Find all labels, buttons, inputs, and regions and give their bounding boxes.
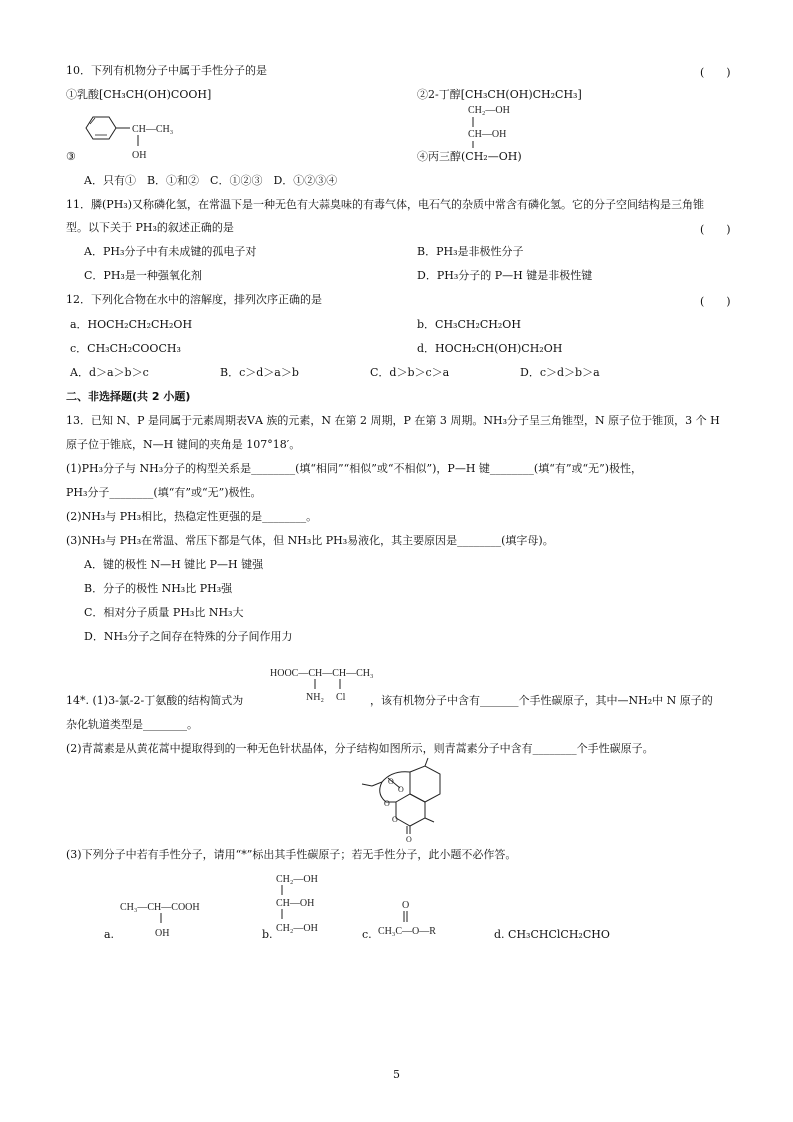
q14-molecule-c <box>378 898 468 945</box>
q10-o3-ch: CH—CH₃ <box>132 124 174 135</box>
q14-p1-cl: Cl <box>336 692 346 703</box>
q13-option-b: B．分子的极性 NH₃比 PH₃强 <box>84 582 233 595</box>
q14-label-b: b. <box>262 928 273 941</box>
q11-stem-line1: 11．膦(PH₃)又称磷化氢，在常温下是一种无色有大蒜臭味的有毒气体，电石气的杂质中常含有磷化氢。它的分子空间结构是三角锥 <box>66 198 704 211</box>
q14-p1-nh2: NH₂ <box>306 692 324 703</box>
page-number: 5 <box>393 1068 400 1081</box>
q11-option-a: A．PH₃分子中有未成键的孤电子对 <box>84 245 257 258</box>
q14-a-oh: OH <box>155 928 170 939</box>
q12-option-a: A．d＞a＞b＞c <box>70 366 149 379</box>
q10-choices: A．只有① B．①和② C．①②③ D．①②③④ <box>84 174 338 187</box>
q11-answer-paren: ( ) <box>700 223 731 236</box>
q14-part2: (2)青蒿素是从黄花蒿中提取得到的一种无色针状晶体，分子结构如图所示，则青蒿素分子中含有________个手性碳原子。 <box>66 742 654 755</box>
svg-text:O: O <box>406 835 412 844</box>
q13-stem-line2: 原子位于锥底，N—H 键间的夹角是 107°18′。 <box>66 438 301 451</box>
q12-stem: 12．下列化合物在水中的溶解度，排列次序正确的是 <box>66 293 322 306</box>
q11-option-c: C．PH₃是一种强氧化剂 <box>84 269 202 282</box>
q10-option-1: ①乳酸[CH₃CH(OH)COOH] <box>66 88 212 101</box>
q14-b-r2: CH—OH <box>276 898 315 909</box>
q14-part3: (3)下列分子中若有手性分子，请用“*”标出其手性碳原子；若无手性分子，此小题不必作答。 <box>66 848 517 861</box>
q12-compound-a: a．HOCH₂CH₂CH₂OH <box>70 318 193 331</box>
q13-part2: (2)NH₃与 PH₃相比，热稳定性更强的是________。 <box>66 510 318 523</box>
q14-part1-structure <box>270 664 380 709</box>
svg-text:O: O <box>392 815 398 824</box>
q12-compound-b: b．CH₃CH₂CH₂OH <box>417 318 521 331</box>
q11-option-d: D．PH₃分子的 P—H 键是非极性键 <box>417 269 593 282</box>
q14-part1-cont: 杂化轨道类型是________。 <box>66 718 198 731</box>
q14-c-main: CH₃C—O—R <box>378 926 436 937</box>
q10-o3-oh: OH <box>132 150 147 161</box>
q13-option-a: A．键的极性 N—H 键比 P—H 键强 <box>84 558 264 571</box>
q14-b-r1: CH₂—OH <box>276 874 318 885</box>
q13-stem-line1: 13．已知 N、P 是同属于元素周期表ⅤA 族的元素，N 在第 2 周期，P 在第 3 周期。NH₃分子呈三角锥型，N 原子位于锥顶，3 个 H <box>66 414 720 427</box>
q14-label-c: c. <box>362 928 372 941</box>
q10-option-4: ④丙三醇(CH₂—OH) <box>417 150 522 163</box>
q13-option-c: C．相对分子质量 PH₃比 NH₃大 <box>84 606 244 619</box>
q14-molecule-a <box>120 898 240 945</box>
q14-b-r3: CH₂—OH <box>276 923 318 934</box>
q14-c-o: O <box>402 900 410 911</box>
q10-o4-r2: CH—OH <box>468 129 507 140</box>
q14-p1-main: HOOC—CH—CH—CH₃ <box>270 668 374 679</box>
q10-option-2: ②2-丁醇[CH₃CH(OH)CH₂CH₃] <box>417 88 582 101</box>
q10-option-4-structure <box>462 102 542 149</box>
q12-answer-paren: ( ) <box>700 295 731 308</box>
q10-stem: 10．下列有机物分子中属于手性分子的是 <box>66 64 267 77</box>
q14-molecule-b <box>276 870 346 943</box>
svg-text:O: O <box>388 777 394 786</box>
q12-compound-c: c．CH₃CH₂COOCH₃ <box>70 342 181 355</box>
q10-answer-paren: ( ) <box>700 66 731 79</box>
q12-compound-d: d．HOCH₂CH(OH)CH₂OH <box>417 342 563 355</box>
q13-part3: (3)NH₃与 PH₃在常温、常压下都是气体，但 NH₃比 PH₃易液化，其主要原因是________(填字母)。 <box>66 534 554 547</box>
q14-a-main: CH₃—CH—COOH <box>120 902 200 913</box>
q13-part1-line2: PH₃分子________(填“有”或“无”)极性。 <box>66 486 262 499</box>
q12-option-c: C．d＞b＞c＞a <box>370 366 450 379</box>
q13-option-d: D．NH₃分子之间存在特殊的分子间作用力 <box>84 630 293 643</box>
q14-label-a: a. <box>104 928 115 941</box>
q13-part1-line1: (1)PH₃分子与 NH₃分子的构型关系是________(填“相同”“相似”或“不相似”)，P—H 键________(填“有”或“无”)极性， <box>66 462 642 475</box>
svg-text:O: O <box>384 799 390 808</box>
benzene-ring-icon <box>86 117 116 139</box>
q12-option-b: B．c＞d＞a＞b <box>220 366 299 379</box>
q14-part1-post: ，该有机物分子中含有_______个手性碳原子，其中—NH₂中 N 原子的 <box>370 694 713 707</box>
q14-molecule-d: d. CH₃CHClCH₂CHO <box>494 928 610 941</box>
q11-option-b: B．PH₃是非极性分子 <box>417 245 524 258</box>
q12-option-d: D．c＞d＞b＞a <box>520 366 600 379</box>
q11-stem-line2: 型。以下关于 PH₃的叙述正确的是 <box>66 221 234 234</box>
artemisinin-structure-icon <box>358 762 458 844</box>
svg-text:O: O <box>398 785 404 794</box>
q14-part1-pre: 14*. (1)3-氯-2-丁氨酸的结构简式为 <box>66 694 244 707</box>
q10-option-3-structure <box>78 108 208 167</box>
q10-option-3-number: ③ <box>66 150 76 163</box>
section-heading: 二、非选择题(共 2 小题) <box>66 390 191 403</box>
q10-o4-r1: CH₂—OH <box>468 105 510 116</box>
